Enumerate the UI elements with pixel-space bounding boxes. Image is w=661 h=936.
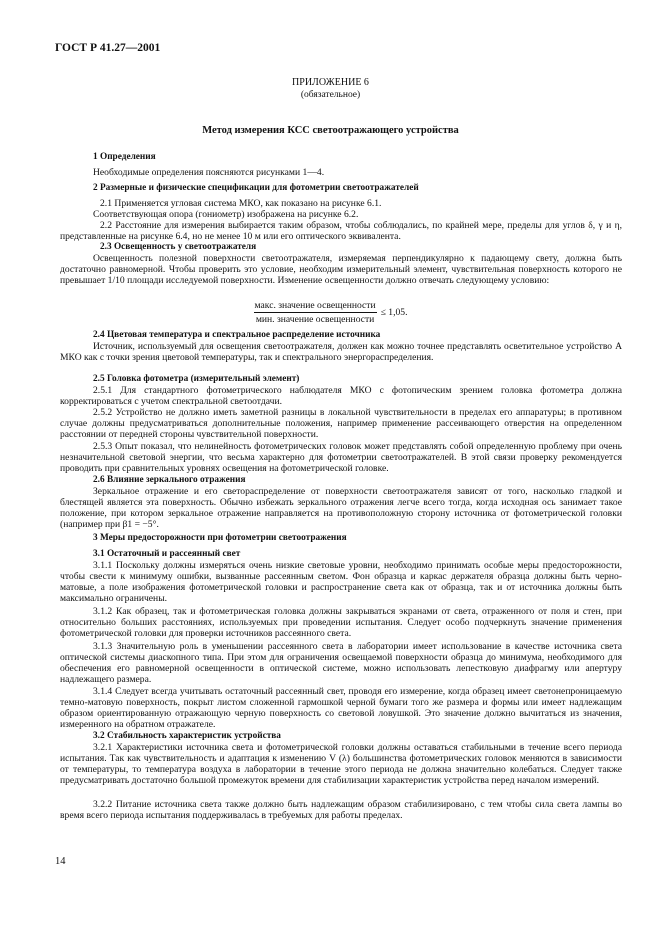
paragraph-3-1-2: 3.1.2 Как образец, так и фотометрическая головка должны закрываться экранами от света, отраженного от поля и стен, при относительно больших расстояниях, используемых при проведении испытания. Следует особо подчеркнуть значение применения фотометрической головки для проверки источников рассеянного света. xyxy=(60,606,622,640)
section-1-heading: 1 Определения xyxy=(93,152,156,162)
page-number: 14 xyxy=(55,856,66,867)
paragraph-3-2-2: 3.2.2 Питание источника света также должно быть надлежащим образом стабилизировано, с тем чтобы сила света лампы во время всего периода испытания поддерживалась в требуемых для работы пределах. xyxy=(60,799,622,822)
paragraph-3-1-4: 3.1.4 Следует всегда учитывать остаточный рассеянный свет, проводя его измерение, когда образец имеет светонепроницаемую темно-матовую поверхность, покрыт листом сложенной гармошкой черной бумаги того же размера и формы или имеет надлежащим образом ориентированную отражающую черную поверхность со световой ловушкой. Это значение должно вычитаться из значения, измеренного на обратном отражателе. xyxy=(60,686,622,731)
subsection-2-4-heading: 2.4 Цветовая температура и спектральное распределение источника xyxy=(93,330,381,340)
subsection-2-5-heading: 2.5 Головка фотометра (измерительный элемент) xyxy=(93,374,300,384)
paragraph-2-4: Источник, используемый для освещения светоотражателя, должен как можно точнее представлять осветительное устройство А МКО как с точки зрения цветовой температуры, так и спектрального энергораспределения. xyxy=(60,341,622,364)
paragraph-2-5-3: 2.5.3 Опыт показал, что нелинейность фотометрических головок может представлять собой определенную проблему при очень незначительной световой энергии, что весьма характерно для фотометрии светоотражателей. В этой связи проверку рекомендуется проводить при сравнительных уровнях освещения на фотометрической головке. xyxy=(60,441,622,475)
paragraph-3-1-3: 3.1.3 Значительную роль в уменьшении рассеянного света в лаборатории имеет использование в качестве источника света оптической системы диаскопного типа. При этом для ограничения освещаемой поверхности образца до минимума, необходимого для обеспечения его равномерной освещенности в оптической системе, можно использовать лепестковую диафрагму или апертуру надлежащего размера. xyxy=(60,641,622,686)
document-header: ГОСТ Р 41.27—2001 xyxy=(55,42,161,54)
section-2-heading: 2 Размерные и физические спецификации для фотометрии светоотражателей xyxy=(93,183,419,193)
appendix-title: ПРИЛОЖЕНИЕ 6 xyxy=(292,77,369,88)
paragraph-3-2-1: 3.2.1 Характеристики источника света и фотометрической головки должны оставаться стабильными в течение всего периода испытания. Так как чувствительность и адаптация к изменению V (λ) большинства фотометрических головок меняются в зависимости от температуры, то температура воздуха в лаборатории в течение этого периода не должна значительно колебаться. Следует также предусматривать достаточно большой промежуток времени для стабилизации характеристик устройства перед началом измерений. xyxy=(60,742,622,787)
uniformity-formula xyxy=(0,300,661,325)
formula-numerator: макс. значение освещенности xyxy=(254,300,377,313)
section-3-heading: 3 Меры предосторожности при фотометрии светоотражения xyxy=(93,533,347,543)
paragraph-2-6: Зеркальное отражение и его светораспределение от поверхности светоотражателя зависят от того, насколько гладкой и блестящей является эта поверхность. Обычно избежать зеркального отражения легче всего тогда, когда исходная ось занимает такое положение, при котором зеркальное отражение направляется на противоположную сторону источника от фотометрической головки (например при β1 = −5°. xyxy=(60,486,622,531)
appendix-label xyxy=(0,77,661,101)
page-title: Метод измерения КСС светоотражающего устройства xyxy=(202,125,459,136)
appendix-note: (обязательное) xyxy=(300,90,361,100)
paragraph-2-3: Освещенность полезной поверхности светоотражателя, измеряемая перпендикулярно к падающему свету, должна быть достаточно равномерной. Чтобы проверить это условие, необходим измерительный элемент, чувствительная поверхность которого не превышает 1/10 площади исследуемой поверхности. Изменение освещенности должно отвечать следующему условию: xyxy=(60,253,622,287)
paragraph-2-5-1: 2.5.1 Для стандартного фотометрического наблюдателя МКО с фотопическим зрением головка фотометра должна корректироваться с учетом спектральной светоотдачи. xyxy=(60,385,622,408)
section-1-text: Необходимые определения поясняются рисунками 1—4. xyxy=(93,167,325,178)
subsection-2-3-heading: 2.3 Освещенность у светоотражателя xyxy=(100,242,257,252)
formula-rhs: ≤ 1,05. xyxy=(380,307,408,319)
paragraph-2-5-2: 2.5.2 Устройство не должно иметь заметной разницы в локальной чувствительности в пределах его аппаратуры; в противном случае должны предусматриваться дополнительные положения, например применение рассеивающего отверстия на определенном расстоянии от передней стороны чувствительной поверхности. xyxy=(60,407,622,441)
subsection-2-6-heading: 2.6 Влияние зеркального отражения xyxy=(93,475,246,485)
paragraph-3-1-1: 3.1.1 Поскольку должны измеряться очень низкие световые уровни, необходимо принимать особые меры предосторожности, чтобы свести к минимуму ошибки, вызванные рассеянным светом. Фон образца и каркас держателя образца должны быть черно-матовые, а поле изображения фотометрической головки и распространение света как от образца, так и от источника должны быть максимально ограничены. xyxy=(60,560,622,605)
paragraph-2-1b: Соответствующая опора (гониометр) изображена на рисунке 6.2. xyxy=(93,209,359,220)
subsection-3-2-heading: 3.2 Стабильность характеристик устройства xyxy=(93,731,281,741)
formula-denominator: мин. значение освещенности xyxy=(255,314,375,326)
paragraph-2-2: 2.2 Расстояние для измерения выбирается таким образом, чтобы соблюдались, по крайней мере, пределы для углов δ, γ и η, представленные на рисунке 6.4, но не менее 10 м или его оптического эквивалента. xyxy=(60,220,622,243)
paragraph-2-1a: 2.1 Применяется угловая система МКО, как показано на рисунке 6.1. xyxy=(100,198,382,209)
subsection-3-1-heading: 3.1 Остаточный и рассеянный свет xyxy=(93,549,241,559)
